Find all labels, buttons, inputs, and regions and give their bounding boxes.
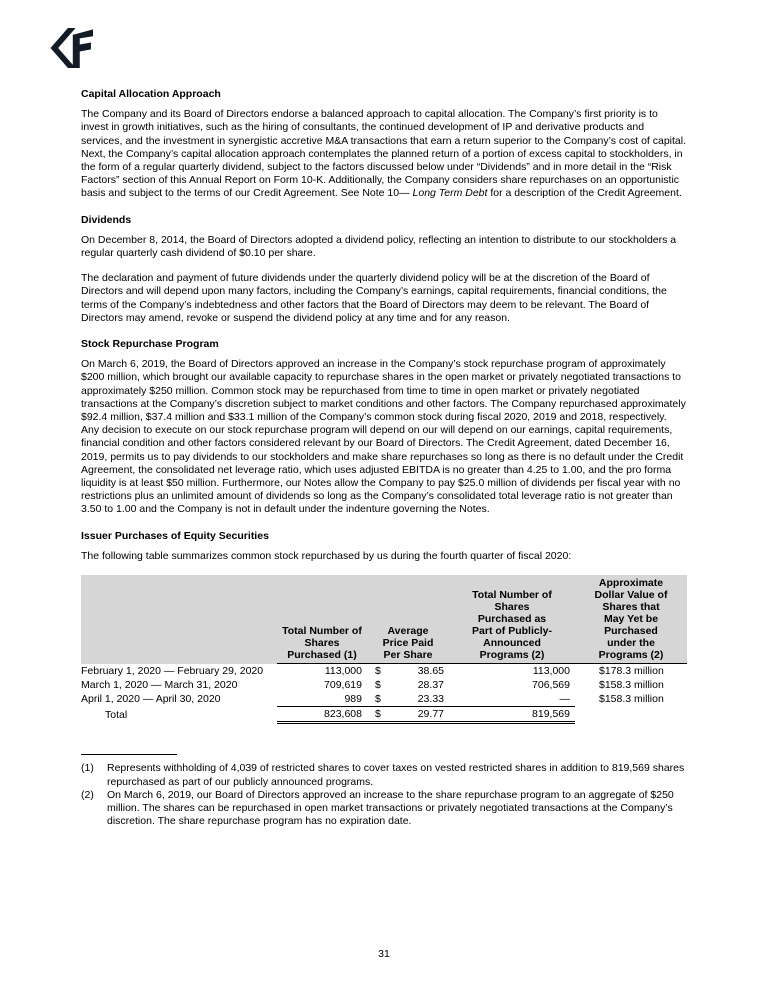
dividends-paragraph-2: The declaration and payment of future dividends under the quarterly dividend policy will be at the discretion of the Board of Directors and will depend upon many factors, including the Company’s earnings, capital requirements, financial conditions, the terms of the Company’s indebtedness and other factors that the Board of Directors may deem to be relevant. The Board of Directors may amend, revoke or suspend the dividend policy at any time and for any reason. — [81, 272, 667, 324]
total-label: Total — [105, 709, 128, 722]
total-currency: $ — [367, 707, 387, 723]
row-currency: $ — [375, 678, 381, 691]
issuer-purchases-intro: The following table summarizes common stock repurchased by us during the fourth quarter of fiscal 2020: — [81, 549, 572, 562]
row-shares: 113,000 — [324, 664, 362, 677]
header-dollar-value: Approximate Dollar Value of Shares that May Yet be Purchased under the Programs (2) — [575, 575, 687, 664]
row-program-shares: — — [559, 692, 570, 705]
stock-repurchase-paragraph: On March 6, 2019, the Board of Directors approved an increase in the Company’s stock repurchase program of approximately $200 million, which brought our available capacity to repurchase shares in the open market or privately negotiated transactions to approximately $250 million. Common stock may be repurchased from time to time in open market or privately negotiated transactions at the Company’s discretion subject to market conditions and other factors. The Company repurchased approximately $92.4 million, $37.4 million and $33.1 million of the Company’s common stock during fiscal 2020, 2019 and 2018, respectively. Any decision to execute on our stock repurchase program will depend on our will depend on our earnings, capital requirements, financial condition and other factors considered relevant by our Board of Directors. The Credit Agreement, dated December 16, 2019, permits us to pay dividends to our stockholders and make share repurchases so long as there is no default under the Credit Agreement, the consolidated net leverage ratio, which uses adjusted EBITDA is no greater than 4.25 to 1.00, and the pro forma liquidity is at least $50 million. Furthermore, our Notes allow the Company to pay $25.0 million of dividends per fiscal year with no restrictions plus an unlimited amount of dividends so long as the Company’s consolidated total leverage ratio is not greater than 3.50 to 1.00 and the Company is not in default under the indenture governing the Notes. — [81, 358, 686, 516]
row-price: 28.37 — [417, 678, 444, 691]
total-program-shares: 819,569 — [449, 707, 575, 723]
section-heading-issuer-purchases: Issuer Purchases of Equity Securities — [81, 529, 269, 542]
total-shares: 823,608 — [277, 707, 367, 723]
row-dollar-value: $158.3 million — [599, 693, 664, 706]
row-currency: $ — [375, 664, 381, 677]
row-label: March 1, 2020 — March 31, 2020 — [81, 678, 238, 691]
footnote-2 — [81, 789, 687, 829]
page-content — [81, 88, 687, 828]
header-total-shares: Total Number of Shares Purchased (1) — [277, 575, 367, 664]
dividends-paragraph-1: On December 8, 2014, the Board of Directors adopted a dividend policy, reflecting an intention to distribute to our stockholders a regular quarterly cash dividend of $0.10 per share. — [81, 233, 677, 260]
total-price: 29.77 — [387, 707, 449, 723]
table-row — [81, 692, 687, 707]
section-heading-dividends: Dividends — [81, 213, 132, 226]
footnote-marker: (2) — [81, 788, 94, 801]
row-label: April 1, 2020 — April 30, 2020 — [81, 693, 221, 706]
section-heading-capital-allocation: Capital Allocation Approach — [81, 88, 221, 100]
paragraph-text: for a description of the Credit Agreement. — [487, 187, 682, 200]
repurchase-table — [81, 575, 687, 724]
row-shares: 989 — [344, 692, 362, 705]
row-shares: 709,619 — [324, 678, 362, 691]
row-program-shares: 706,569 — [532, 678, 570, 691]
table-row — [81, 664, 687, 679]
row-currency: $ — [375, 692, 381, 705]
footnote-1 — [81, 762, 687, 788]
table-total-row — [81, 707, 687, 723]
paragraph-text: The Company and its Board of Directors endorse a balanced approach to capital allocation. The Company’s first priority is to invest in growth initiatives, such as the hiring of consultants, the continued development of IP and derivative products and services, and the investment in synergistic accretive M&A transactions that earn a return superior to the Company’s cost of capital. Next, the Company’s capital allocation approach contemplates the planned return of a portion of excess capital to stockholders, in the form of a regular quarterly dividend, subject to the factors discussed below under “Dividends” and in more detail in the “Risk Factors” section of this Annual Report on Form 10-K. Additionally, the Company considers share repurchases on an opportunistic basis and subject to the terms of our Credit Agreement. See Note 10— — [81, 108, 687, 200]
total-dollar-value — [575, 707, 687, 723]
footnote-text: On March 6, 2019, our Board of Directors approved an increase to the share repurchase program to an aggregate of $250 million. The shares can be repurchased in open market transactions or privately negotiated transactions at the Company’s discretion. The share repurchase program has no expiration date. — [107, 788, 674, 828]
row-price: 38.65 — [417, 664, 444, 677]
row-price: 23.33 — [417, 692, 444, 705]
footnote-divider — [81, 754, 177, 755]
header-blank — [81, 575, 277, 664]
row-dollar-value: $178.3 million — [599, 664, 664, 677]
table-header-row — [81, 575, 687, 664]
section-heading-stock-repurchase: Stock Repurchase Program — [81, 338, 219, 351]
header-average-price: Average Price Paid Per Share — [367, 575, 449, 664]
italic-reference-text: Long Term Debt — [412, 187, 488, 200]
row-dollar-value: $158.3 million — [599, 678, 664, 691]
header-program-shares: Total Number of Shares Purchased as Part of Publicly-Announced Programs (2) — [449, 575, 575, 664]
kf-logo-icon — [47, 28, 93, 68]
company-logo — [47, 28, 93, 68]
footnote-text: Represents withholding of 4,039 of restricted shares to cover taxes on vested restricted shares in addition to 819,569 shares repurchased as part of our publicly announced programs. — [107, 762, 685, 788]
page-number: 31 — [378, 948, 390, 960]
capital-allocation-paragraph — [81, 108, 687, 200]
repurchase-table-wrap — [81, 575, 687, 724]
table-row — [81, 678, 687, 692]
footnote-marker: (1) — [81, 762, 94, 775]
row-label: February 1, 2020 — February 29, 2020 — [81, 664, 264, 677]
row-program-shares: 113,000 — [532, 664, 570, 677]
